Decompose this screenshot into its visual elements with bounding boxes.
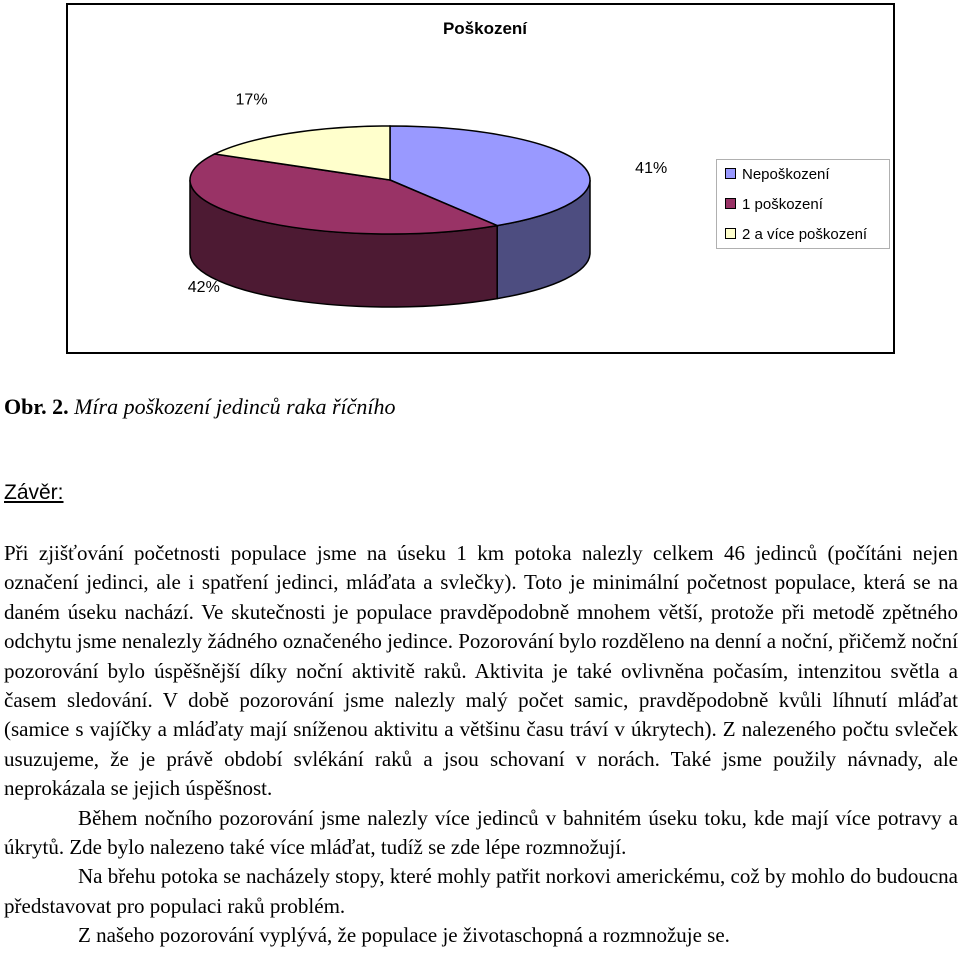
- legend-label: Nepoškození: [742, 166, 830, 183]
- paragraph: Na břehu potoka se nacházely stopy, které mohly patřit norkovi americkému, což by mohlo do budoucna představovat pro populaci raků problém.: [4, 864, 958, 918]
- chart-legend: [716, 159, 890, 249]
- legend-label: 1 poškození: [742, 196, 823, 213]
- legend-swatch: [725, 198, 736, 209]
- data-label-2-a-vice: 17%: [235, 91, 268, 109]
- conclusion-heading: Závěr:: [4, 481, 64, 504]
- data-label-1-poskozeni: 42%: [187, 279, 220, 297]
- figure-caption: [4, 394, 396, 420]
- caption-text: Míra poškození jedinců raka říčního: [68, 394, 396, 419]
- paragraph: Při zjišťování početnosti populace jsme na úseku 1 km potoka nalezly celkem 46 jedinců (počítáni nejen označení jedinci, ale i spatření jedinci, mláďata a svlečky). Toto je minimální početnost populace, která se na daném úseku nachází. Ve skutečnosti je populace pravděpodobně mnohem větší, protože při metodě zpětného odchytu jsme nenalezly žádného označeného jedince. Pozorování bylo rozděleno na denní a noční, přičemž noční pozorování bylo úspěšnější díky noční aktivitě raků. Aktivita je také ovlivněna počasím, intenzitou světla a časem sledování. V době pozorování jsme nalezly malý počet samic, pravděpodobně kvůli líhnutí mláďat (samice s vajíčky a mláďaty mají sníženou aktivitu a většinu času tráví v úkrytech). Z nalezeného počtu svleček usuzujeme, že je právě období svlékání raků a jsou schovaní v norách. Také jsme použily návnady, ale neprokázala se jejich úspěšnost.: [4, 541, 958, 801]
- legend-item-2-a-vice: [725, 225, 867, 245]
- chart-title: Poškození: [442, 19, 528, 38]
- legend-swatch: [725, 168, 736, 179]
- legend-item-1-poskozeni: [725, 195, 823, 215]
- paragraph: Během nočního pozorování jsme nalezly více jedinců v bahnitém úseku toku, kde mají více potravy a úkrytů. Zde bylo nalezeno také více mláďat, tudíž se zde lépe rozmnožují.: [4, 805, 958, 860]
- legend-item-neposkozeni: [725, 165, 830, 185]
- legend-swatch: [725, 228, 736, 239]
- paragraph: Z našeho pozorování vyplývá, že populace je životaschopná a rozmnožuje se.: [78, 923, 730, 948]
- conclusion-body: [4, 539, 958, 951]
- chart-frame: [66, 3, 895, 354]
- caption-prefix: Obr. 2.: [4, 394, 69, 419]
- legend-label: 2 a více poškození: [742, 226, 868, 243]
- data-label-neposkozeni: 41%: [635, 160, 668, 178]
